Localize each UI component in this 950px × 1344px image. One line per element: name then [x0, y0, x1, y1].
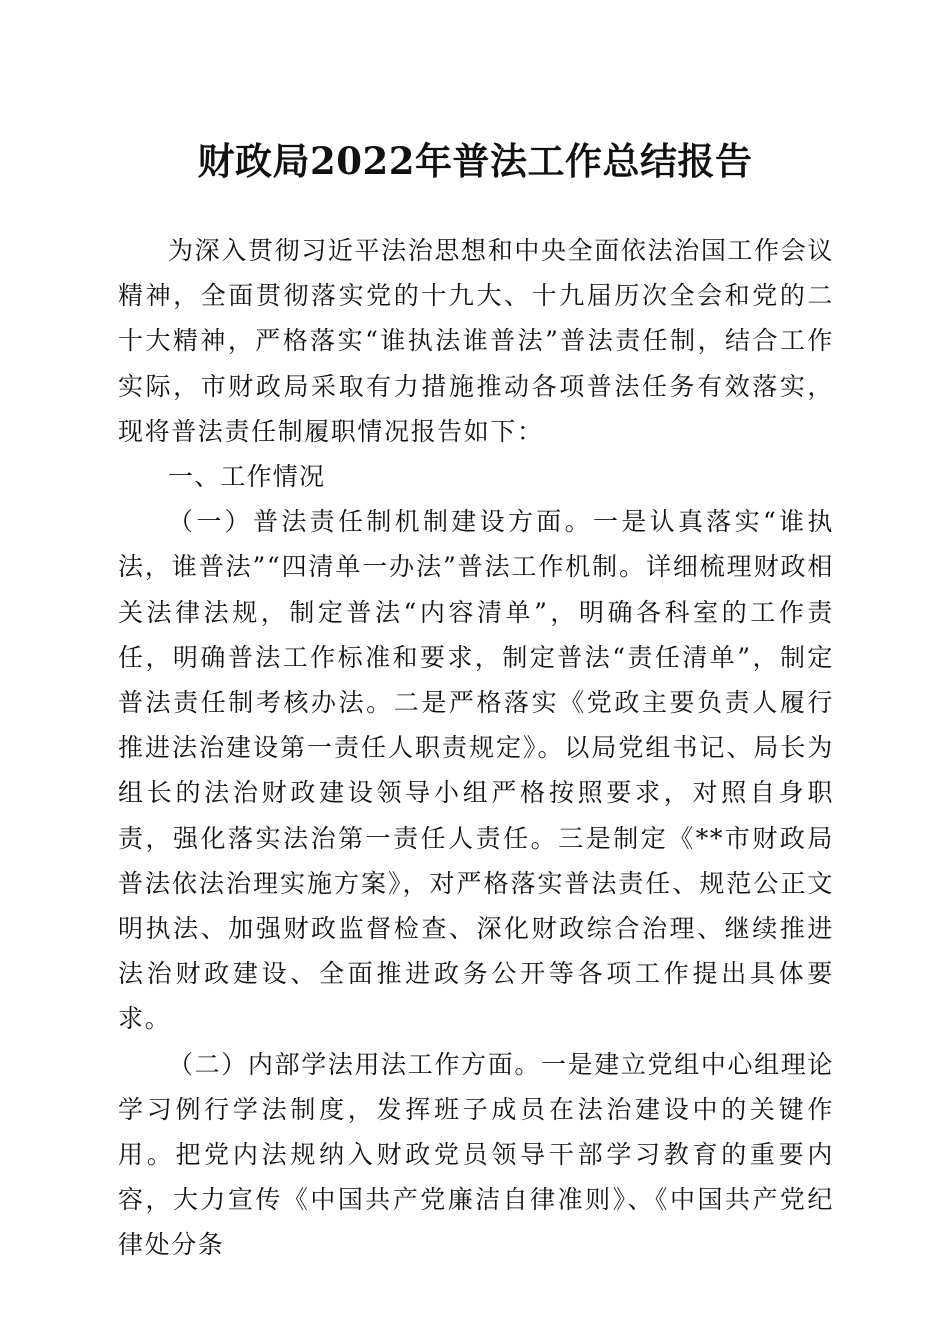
item-paragraph-2: [118, 1042, 834, 1268]
item-paragraph-1: [118, 499, 834, 1041]
document-body: [118, 228, 834, 1268]
item-lead-2: （二）内部学法用法工作方面。: [168, 1049, 541, 1079]
section-heading: 一、工作情况: [168, 462, 326, 492]
intro-paragraph: 为深入贯彻习近平法治思想和中央全面依法治国工作会议精神，全面贯彻落实党的十九大、十九届历次全会和党的二十大精神，严格落实“谁执法谁普法”普法责任制，结合工作实际，市财政局采取有力措施推动各项普法任务有效落实，现将普法责任制履职情况报告如下：: [118, 236, 834, 446]
item-text-2: 一是建立党组中心组理论学习例行学法制度，发挥班子成员在法治建设中的关键作用。把党内法规纳入财政党员领导干部学习教育的重要内容，大力宣传《中国共产党廉洁自律准则》、《中国共产党纪律处分条: [118, 1049, 834, 1260]
item-text-1: 一是认真落实“谁执法，谁普法”“四清单一办法”普法工作机制。详细梳理财政相关法律法规，制定普法“内容清单”，明确各科室的工作责任，明确普法工作标准和要求，制定普法“责任清单”，制定普法责任制考核办法。二是严格落实《党政主要负责人履行推进法治建设第一责任人职责规定》。以局党组书记、局长为组长的法治财政建设领导小组严格按照要求，对照自身职责，强化落实法治第一责任人责任。三是制定《**市财政局普法依法治理实施方案》，对严格落实普法责任、规范公正文明执法、加强财政监督检查、深化财政综合治理、继续推进法治财政建设、全面推进政务公开等各项工作提出具体要求。: [118, 507, 834, 1034]
item-lead-1: （一）普法责任制机制建设方面。: [168, 507, 593, 537]
document-title: 财政局2022年普法工作总结报告: [197, 139, 753, 183]
